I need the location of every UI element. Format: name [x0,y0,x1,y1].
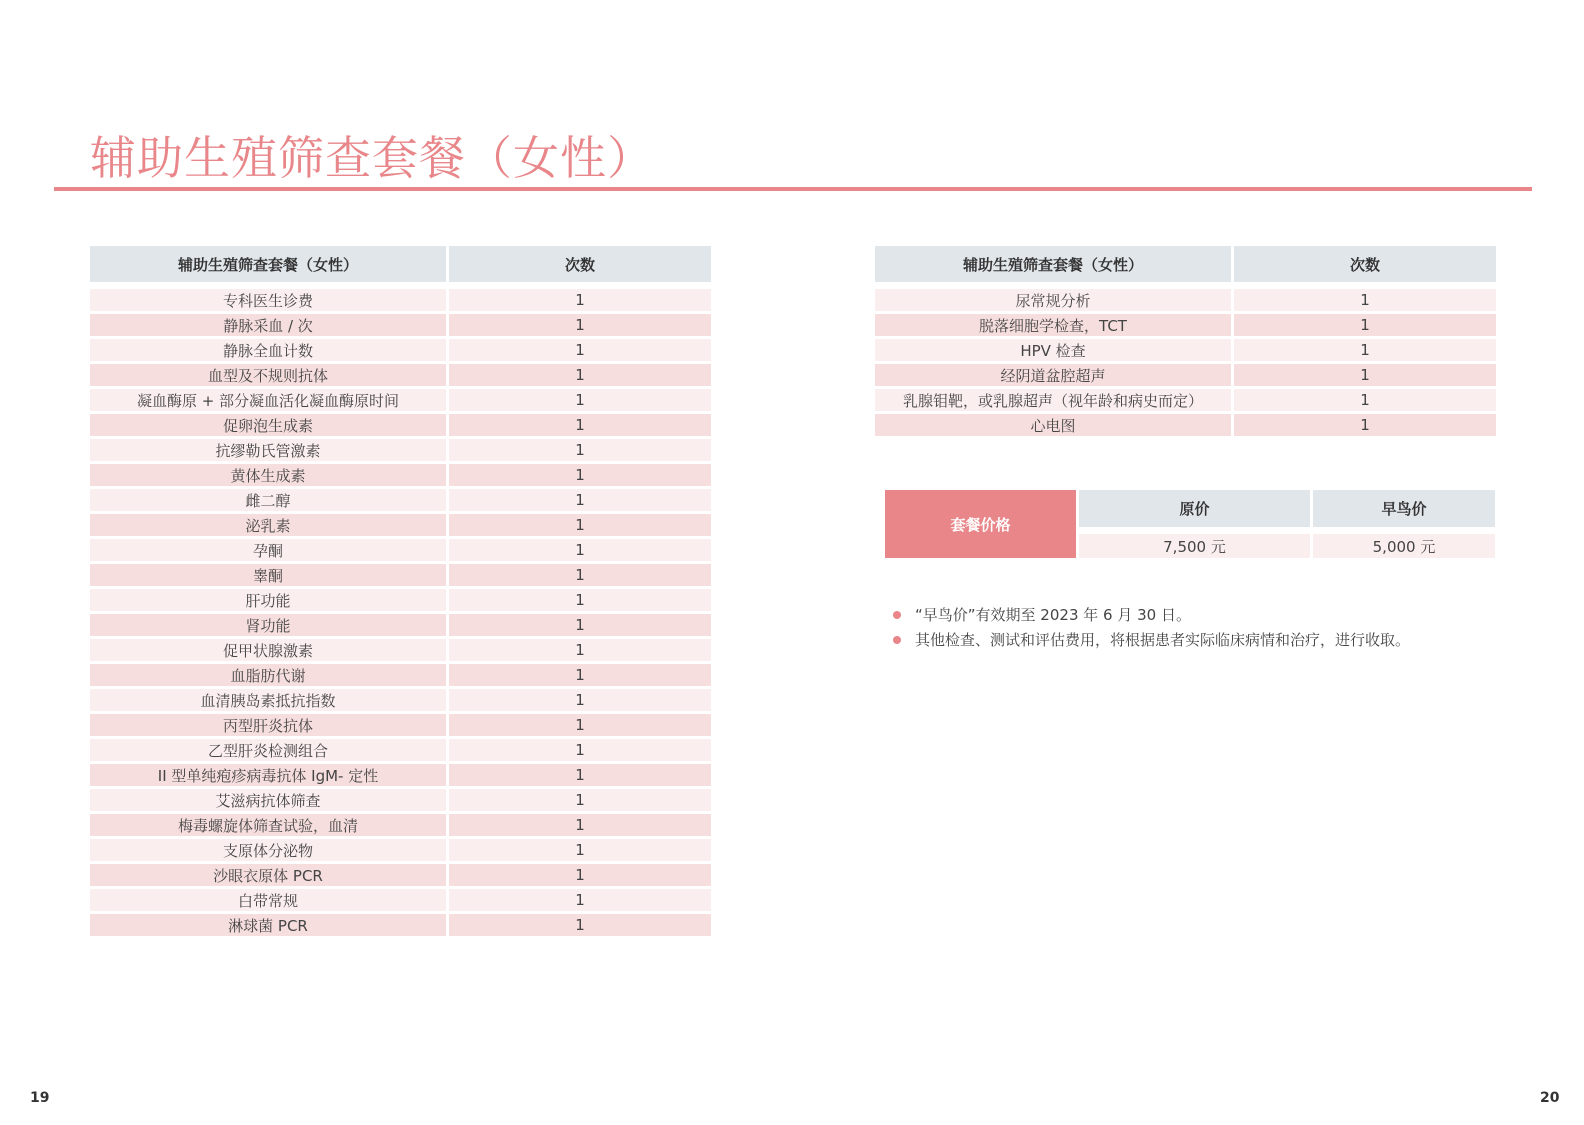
exam-item-count: 1 [449,664,711,689]
exam-item-count: 1 [449,614,711,639]
exam-item-count: 1 [449,314,711,339]
exam-item-count: 1 [449,339,711,364]
column-header-count: 次数 [1234,246,1496,289]
exam-item-name: 心电图 [875,414,1231,439]
exam-item-count: 1 [449,914,711,939]
exam-item-count: 1 [449,414,711,439]
note-item [893,627,1410,652]
exam-item-count: 1 [449,814,711,839]
table-row [875,364,1496,389]
exam-item-count: 1 [449,564,711,589]
exam-item-name: 泌乳素 [90,514,446,539]
table-row [90,889,711,914]
column-header-item: 辅助生殖筛查套餐（女性） [90,246,446,289]
table-row [90,389,711,414]
exam-item-name: 雌二醇 [90,489,446,514]
exam-item-count: 1 [1234,314,1496,339]
table-row [90,539,711,564]
table-row [90,439,711,464]
table-row [90,289,711,314]
original-price-value: 7,500 元 [1079,534,1310,558]
note-text: “早鸟价”有效期至 2023 年 6 月 30 日。 [915,606,1191,624]
column-header-item: 辅助生殖筛查套餐（女性） [875,246,1231,289]
table-row [90,789,711,814]
exam-item-count: 1 [449,839,711,864]
exam-item-count: 1 [1234,414,1496,439]
table-row [90,714,711,739]
table-row [90,464,711,489]
exam-item-count: 1 [449,464,711,489]
table-header-row [90,246,711,289]
table-row [90,364,711,389]
exam-item-name: 睾酮 [90,564,446,589]
exam-item-count: 1 [1234,364,1496,389]
exam-item-name: 肝功能 [90,589,446,614]
exam-item-name: 促卵泡生成素 [90,414,446,439]
table-row [90,914,711,939]
exam-item-name: HPV 检查 [875,339,1231,364]
exam-item-name: 孕酮 [90,539,446,564]
exam-item-count: 1 [449,364,711,389]
exam-item-name: 静脉全血计数 [90,339,446,364]
exam-item-count: 1 [449,764,711,789]
left-screening-table [87,246,714,939]
exam-item-count: 1 [449,514,711,539]
table-row [875,314,1496,339]
exam-item-count: 1 [449,864,711,889]
bullet-dot-icon [893,636,901,644]
table-row [90,614,711,639]
exam-item-name: 梅毒螺旋体筛查试验，血清 [90,814,446,839]
page-number-right: 20 [1540,1090,1560,1106]
table-row [90,489,711,514]
table-row [90,764,711,789]
exam-item-count: 1 [449,589,711,614]
exam-item-count: 1 [449,639,711,664]
note-text: 其他检查、测试和评估费用，将根据患者实际临床病情和治疗，进行收取。 [915,631,1411,649]
exam-item-name: 促甲状腺激素 [90,639,446,664]
table-row [90,589,711,614]
original-price-header: 原价 [1079,490,1310,527]
exam-item-name: 黄体生成素 [90,464,446,489]
column-header-count: 次数 [449,246,711,289]
note-item [893,602,1410,627]
exam-item-count: 1 [449,789,711,814]
exam-item-count: 1 [1234,289,1496,314]
table-row [90,314,711,339]
table-row [90,639,711,664]
bullet-dot-icon [893,611,901,619]
exam-item-name: 淋球菌 PCR [90,914,446,939]
table-row [90,814,711,839]
exam-item-count: 1 [449,389,711,414]
table-row [875,289,1496,314]
exam-item-count: 1 [449,439,711,464]
title-divider [54,187,1532,191]
package-price-label: 套餐价格 [885,490,1076,558]
notes-list [893,602,1410,652]
exam-item-name: 乳腺钼靶，或乳腺超声（视年龄和病史而定） [875,389,1231,414]
exam-item-name: II 型单纯疱疹病毒抗体 IgM- 定性 [90,764,446,789]
exam-item-name: 艾滋病抗体筛查 [90,789,446,814]
exam-item-name: 凝血酶原 + 部分凝血活化凝血酶原时间 [90,389,446,414]
table-row [90,864,711,889]
exam-item-count: 1 [449,889,711,914]
exam-item-name: 丙型肝炎抗体 [90,714,446,739]
exam-item-name: 支原体分泌物 [90,839,446,864]
table-row [90,339,711,364]
exam-item-name: 脱落细胞学检查，TCT [875,314,1231,339]
page-title: 辅助生殖筛查套餐（女性） [90,131,654,185]
page-number-left: 19 [30,1090,50,1106]
exam-item-count: 1 [449,714,711,739]
exam-item-count: 1 [1234,339,1496,364]
table-row [90,564,711,589]
table-row [875,339,1496,364]
exam-item-count: 1 [449,289,711,314]
exam-item-count: 1 [449,739,711,764]
package-price-table [885,490,1495,558]
table-row [90,839,711,864]
exam-item-name: 血型及不规则抗体 [90,364,446,389]
right-screening-table [872,246,1499,439]
table-row [90,514,711,539]
exam-item-name: 血清胰岛素抵抗指数 [90,689,446,714]
table-row [875,414,1496,439]
exam-item-name: 经阴道盆腔超声 [875,364,1231,389]
table-header-row [875,246,1496,289]
table-row [90,739,711,764]
exam-item-name: 抗缪勒氏管激素 [90,439,446,464]
table-row [90,689,711,714]
exam-item-count: 1 [449,539,711,564]
exam-item-count: 1 [1234,389,1496,414]
early-bird-price-header: 早鸟价 [1313,490,1495,527]
table-row [90,414,711,439]
exam-item-name: 血脂肪代谢 [90,664,446,689]
exam-item-name: 专科医生诊费 [90,289,446,314]
table-row [875,389,1496,414]
exam-item-name: 白带常规 [90,889,446,914]
exam-item-name: 沙眼衣原体 PCR [90,864,446,889]
exam-item-count: 1 [449,689,711,714]
table-row [90,664,711,689]
exam-item-name: 肾功能 [90,614,446,639]
early-bird-price-value: 5,000 元 [1313,534,1495,558]
exam-item-count: 1 [449,489,711,514]
exam-item-name: 静脉采血 / 次 [90,314,446,339]
exam-item-name: 尿常规分析 [875,289,1231,314]
exam-item-name: 乙型肝炎检测组合 [90,739,446,764]
